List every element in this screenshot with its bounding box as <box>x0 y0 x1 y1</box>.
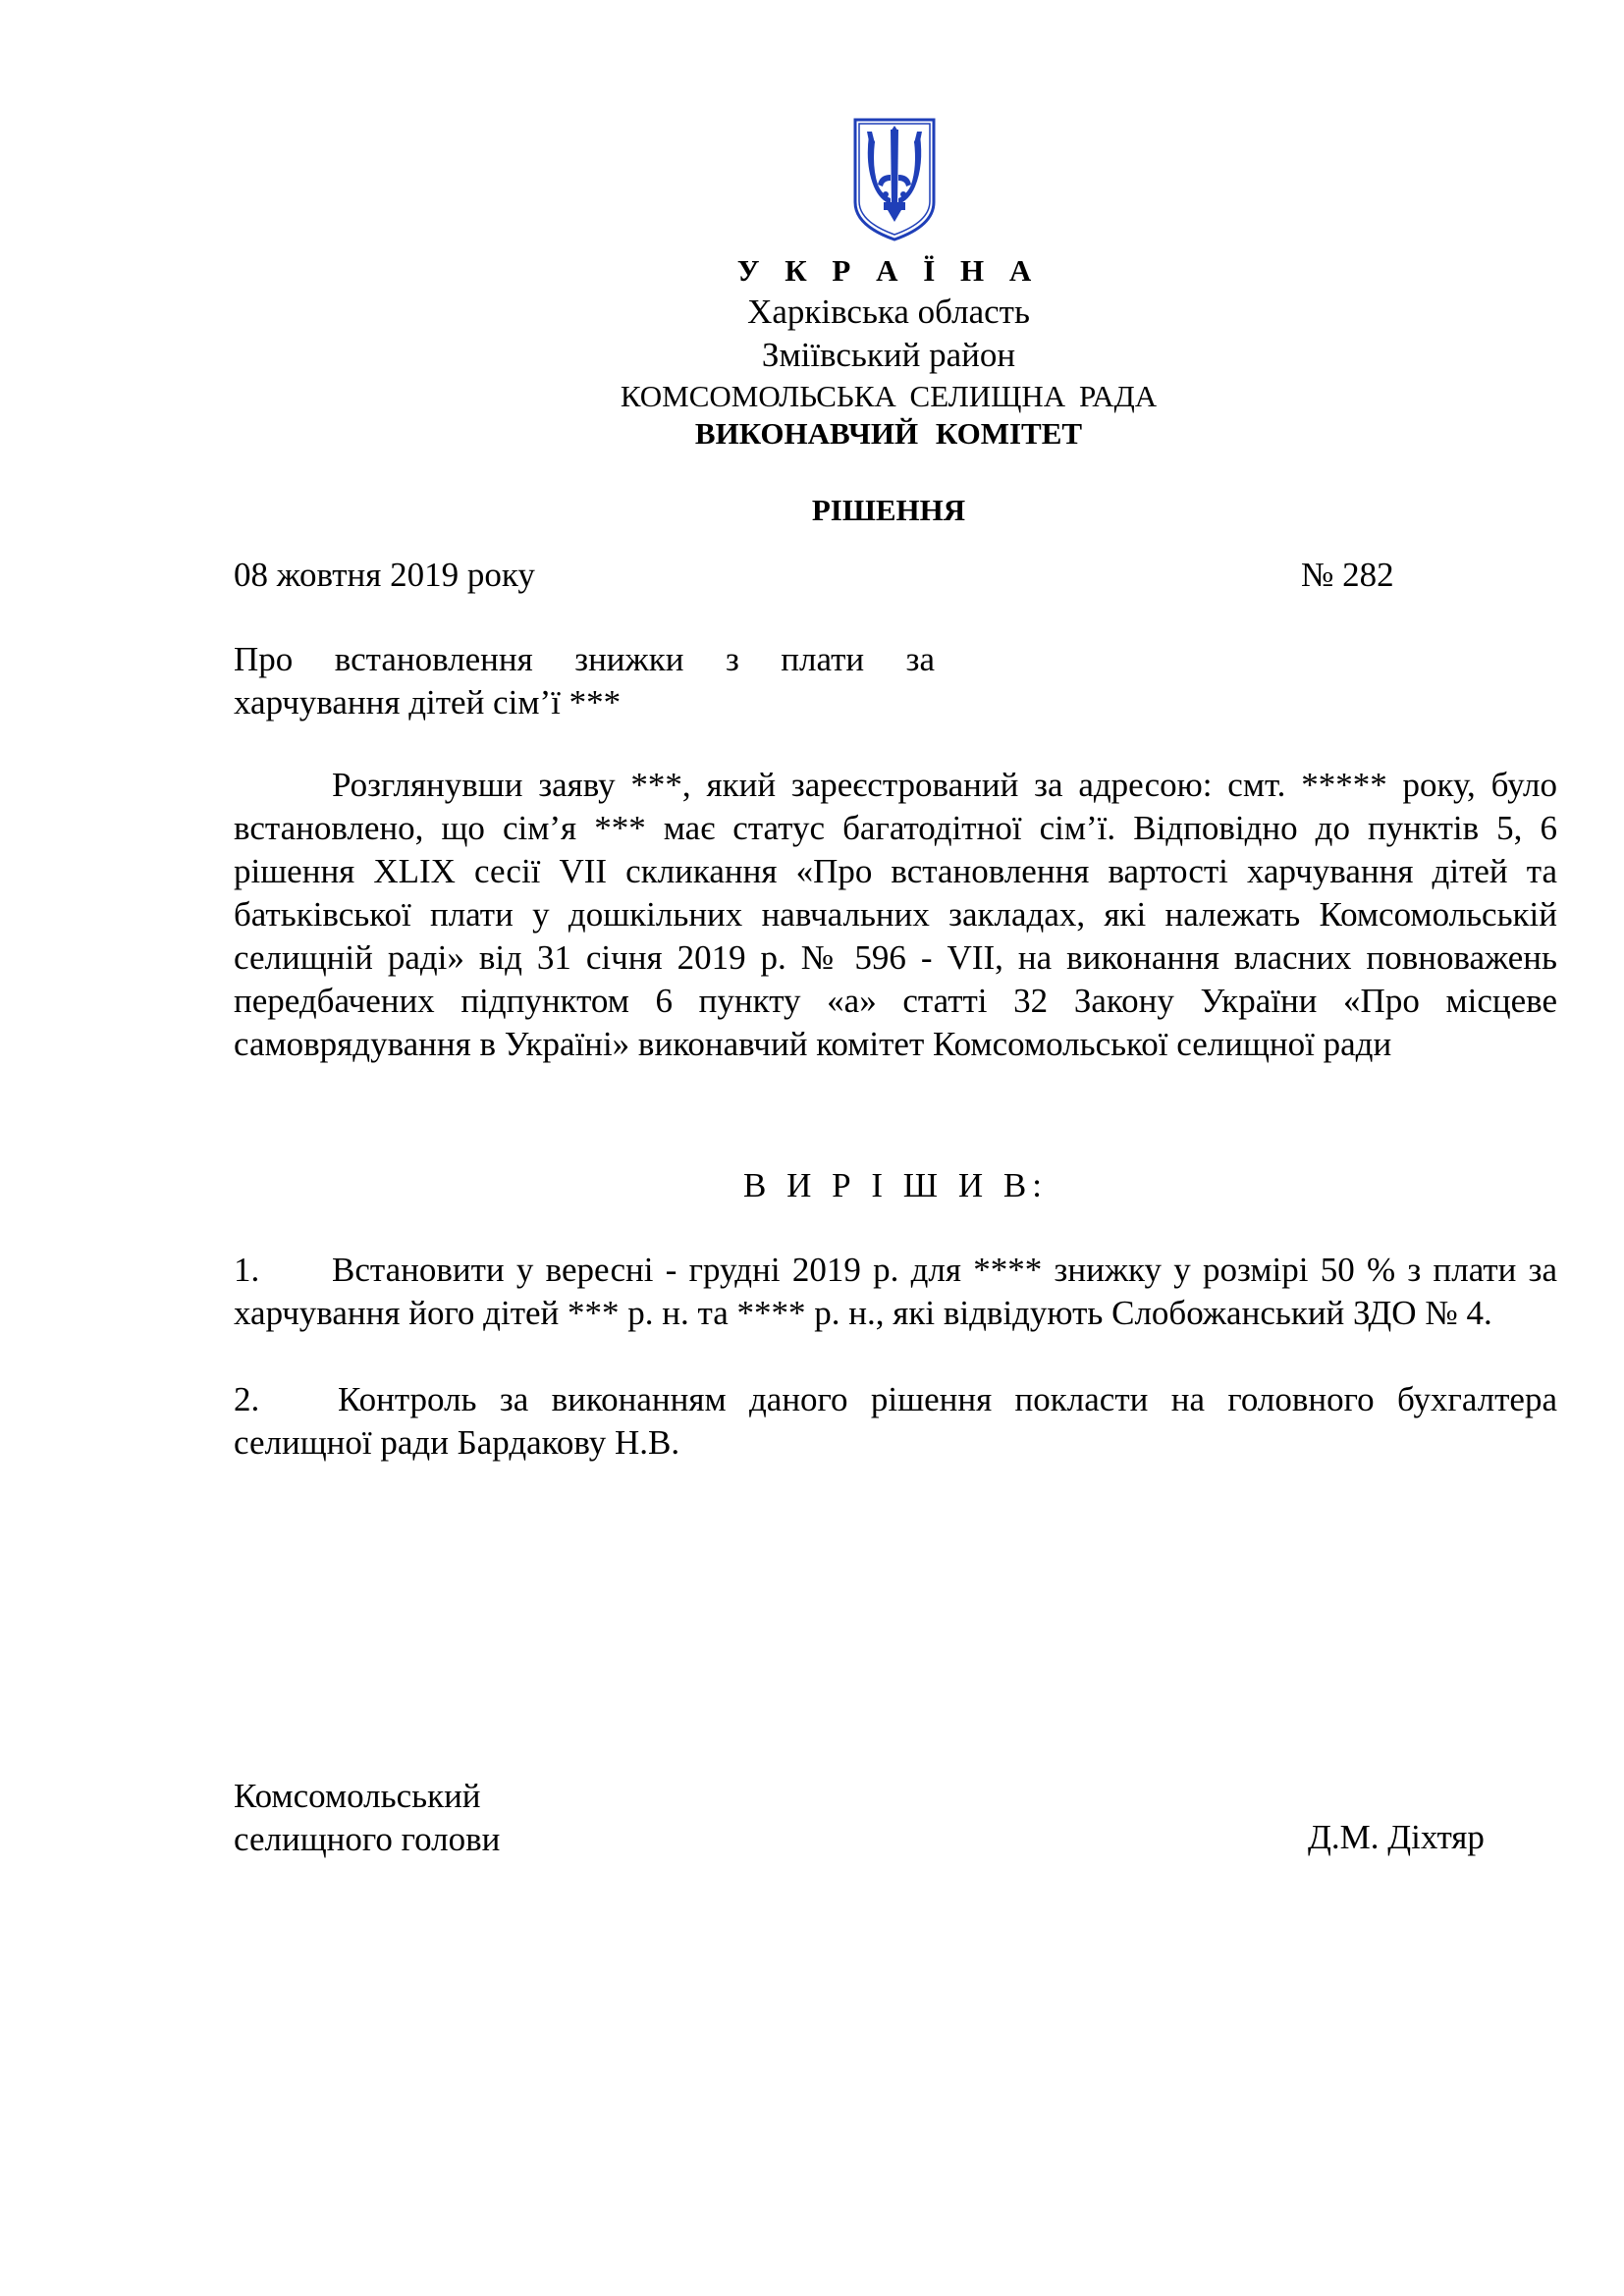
decision-item <box>234 1378 1557 1465</box>
district-heading: Зміївський район <box>761 336 1016 374</box>
decision-item-number: 2. <box>234 1380 260 1418</box>
country-heading: У К Р А Ї Н А <box>736 253 1041 288</box>
decided-heading: В И Р І Ш И В: <box>743 1166 1048 1204</box>
signatory-title-line-1: Комсомольський <box>234 1777 481 1815</box>
signatory-name: Д.М. Діхтяр <box>1308 1818 1485 1856</box>
trident-coat-of-arms-icon <box>850 116 939 243</box>
subject-line-1: Про встановлення знижки з плати за <box>234 640 935 678</box>
region-heading: Харківська область <box>747 293 1030 331</box>
committee-heading: ВИКОНАВЧИЙ КОМІТЕТ <box>694 416 1083 451</box>
decision-item <box>234 1249 1557 1335</box>
decision-item-text: Встановити у вересні - грудні 2019 р. для **** знижку у розмірі 50 % з плати за харчування його дітей *** р. н. та **** р. н., які відвідують Слобожанський ЗДО № 4. <box>234 1251 1557 1332</box>
signatory-title-line-2: селищного голови <box>234 1820 501 1858</box>
document-subject <box>234 638 935 724</box>
subject-line-2: харчування дітей сім’ї *** <box>234 683 622 721</box>
document-type-title: РІШЕННЯ <box>811 493 966 527</box>
document-date: 08 жовтня 2019 року <box>234 556 535 594</box>
signatory-title <box>234 1775 500 1861</box>
decision-item-number: 1. <box>234 1251 260 1289</box>
council-heading: КОМСОМОЛЬСЬКА СЕЛИЩНА РАДА <box>620 379 1158 413</box>
document-number: № 282 <box>1301 556 1394 594</box>
preamble-paragraph: Розглянувши заяву ***, який зареєстрований за адресою: смт. ***** року, було встановлено, що сім’я *** має статус багатодітної сім’ї. Відповідно до пунктів 5, 6 рішення XLIX сесії VII скликання «Про встановлення вартості харчування дітей та батьківської плати у дошкільних навчальних закладах, які належать Комсомольській селищній раді» від 31 січня 2019 р. № 596 - VII, на виконання власних повноважень передбачених підпунктом 6 пункту «а» статті 32 Закону України «Про місцеве самоврядування в Україні» виконавчий комітет Комсомольської селищної ради <box>234 766 1557 1063</box>
decision-item-text: Контроль за виконанням даного рішення покласти на головного бухгалтера селищної ради Бардакову Н.В. <box>234 1380 1557 1462</box>
